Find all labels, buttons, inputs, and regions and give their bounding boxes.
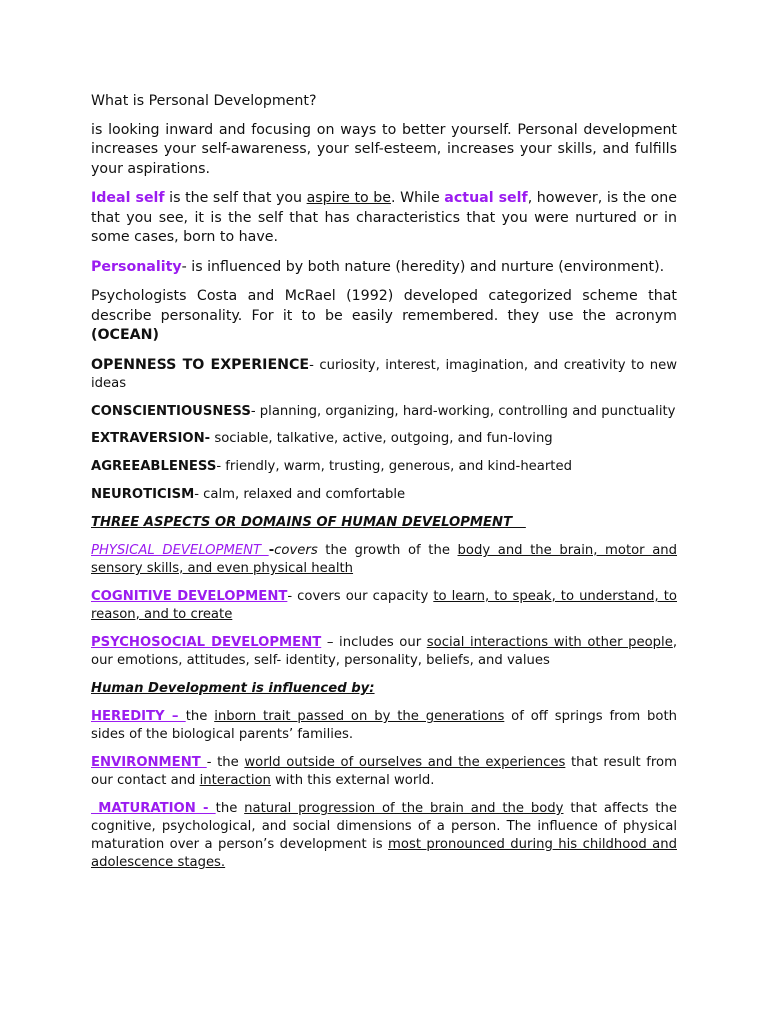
ocean-acronym: (OCEAN)	[91, 327, 159, 343]
heredity-text-2: of off springs from both sides of the biological parents’ families.	[91, 709, 677, 742]
psychosocial-text-2: , our emotions, attitudes, self- identity, personality, beliefs, and values	[91, 635, 678, 668]
psychosocial-text-1: – includes our	[321, 635, 427, 650]
ideal-underlined: aspire to be	[306, 190, 391, 206]
trait-agreeableness	[91, 458, 677, 476]
trait-text: - friendly, warm, trusting, generous, and kind-hearted	[216, 459, 572, 474]
trait-text: sociable, talkative, active, outgoing, and fun-loving	[210, 431, 553, 446]
environment-underlined-1: world outside of ourselves and the experiences	[244, 755, 566, 770]
heredity-paragraph	[91, 708, 677, 744]
cognitive-development-paragraph	[91, 588, 677, 624]
actual-self-term: actual self	[444, 190, 528, 206]
trait-openness	[91, 356, 677, 394]
personality-paragraph	[91, 258, 677, 278]
trait-term: EXTRAVERSION-	[91, 431, 211, 446]
physical-text-1: the growth of the	[317, 543, 458, 558]
personality-term: Personality	[91, 258, 182, 275]
physical-development-paragraph	[91, 542, 677, 578]
ideal-text-1: is the self that you	[164, 190, 307, 206]
ideal-text-2: . While	[391, 190, 445, 206]
maturation-term: MATURATION -	[91, 801, 216, 816]
environment-text-1: - the	[206, 755, 245, 770]
heredity-underlined: inborn trait passed on by the generations	[214, 709, 505, 724]
costa-text: Psychologists Costa and McRael (1992) developed categorized scheme that describe personality. For it to be easily remembered. they use the acronym	[91, 288, 677, 324]
maturation-text-2: that affects the cognitive, psychological, and social dimensions of a person. The influence of physical maturation over a person’s development is	[91, 801, 677, 852]
trait-term: OPENNESS TO EXPERIENCE	[91, 356, 310, 373]
physical-underlined: body and the brain, motor and sensory skills, and even physical health	[91, 543, 678, 576]
heredity-text-1: the	[185, 709, 215, 724]
maturation-text-1: the	[215, 801, 245, 816]
environment-term: ENVIRONMENT	[91, 755, 207, 770]
trait-text: - planning, organizing, hard-working, controlling and punctuality	[250, 404, 676, 419]
influenced-heading: Human Development is influenced by:	[91, 681, 375, 696]
cognitive-text-1: - covers our capacity	[287, 589, 434, 604]
psychosocial-development-paragraph	[91, 634, 677, 670]
trait-term: NEUROTICISM	[91, 487, 195, 502]
psychosocial-term: PSYCHOSOCIAL DEVELOPMENT	[91, 635, 322, 650]
physical-covers: covers	[274, 543, 318, 558]
trait-term: AGREEABLENESS	[91, 459, 217, 474]
ideal-self-paragraph	[91, 189, 677, 248]
environment-paragraph	[91, 754, 677, 790]
trait-extraversion	[91, 430, 677, 448]
ideal-text-3: , however, is the one that you see, it is the self that has characteristics that you were nurtured or in some cases, born to have.	[91, 190, 677, 245]
cognitive-underlined: to learn, to speak, to understand, to reason, and to create	[91, 589, 678, 622]
trait-neuroticism	[91, 486, 677, 504]
personality-text: - is influenced by both nature (heredity) and nurture (environment).	[181, 258, 665, 275]
ideal-self-term: Ideal self	[91, 190, 165, 206]
costa-paragraph	[91, 287, 677, 346]
intro-paragraph: is looking inward and focusing on ways to better yourself. Personal development increases your self-awareness, your self-esteem, increases your skills, and fulfills your aspirations.	[91, 121, 677, 177]
environment-underlined-2: interaction	[199, 773, 271, 788]
physical-term: PHYSICAL DEVELOPMENT	[91, 543, 269, 558]
environment-text-3: with this external world.	[270, 773, 435, 788]
physical-dash: -	[268, 543, 275, 558]
doc-title: What is Personal Development?	[91, 93, 317, 109]
document-page	[91, 92, 677, 872]
domains-heading: THREE ASPECTS OR DOMAINS OF HUMAN DEVELOPMENT	[91, 515, 526, 530]
maturation-underlined-2: most pronounced during his childhood and adolescence stages.	[91, 837, 677, 870]
cognitive-term: COGNITIVE DEVELOPMENT	[91, 589, 288, 604]
heredity-term: HEREDITY –	[91, 709, 186, 724]
environment-text-2: that result from our contact and	[91, 755, 677, 788]
maturation-paragraph	[91, 800, 677, 872]
trait-text: - curiosity, interest, imagination, and creativity to new ideas	[91, 357, 677, 391]
trait-conscientiousness	[91, 403, 677, 421]
trait-text: - calm, relaxed and comfortable	[194, 487, 406, 502]
trait-term: CONSCIENTIOUSNESS	[91, 404, 251, 419]
maturation-underlined-1: natural progression of the brain and the body	[244, 801, 564, 816]
psychosocial-underlined: social interactions with other people	[426, 635, 673, 650]
